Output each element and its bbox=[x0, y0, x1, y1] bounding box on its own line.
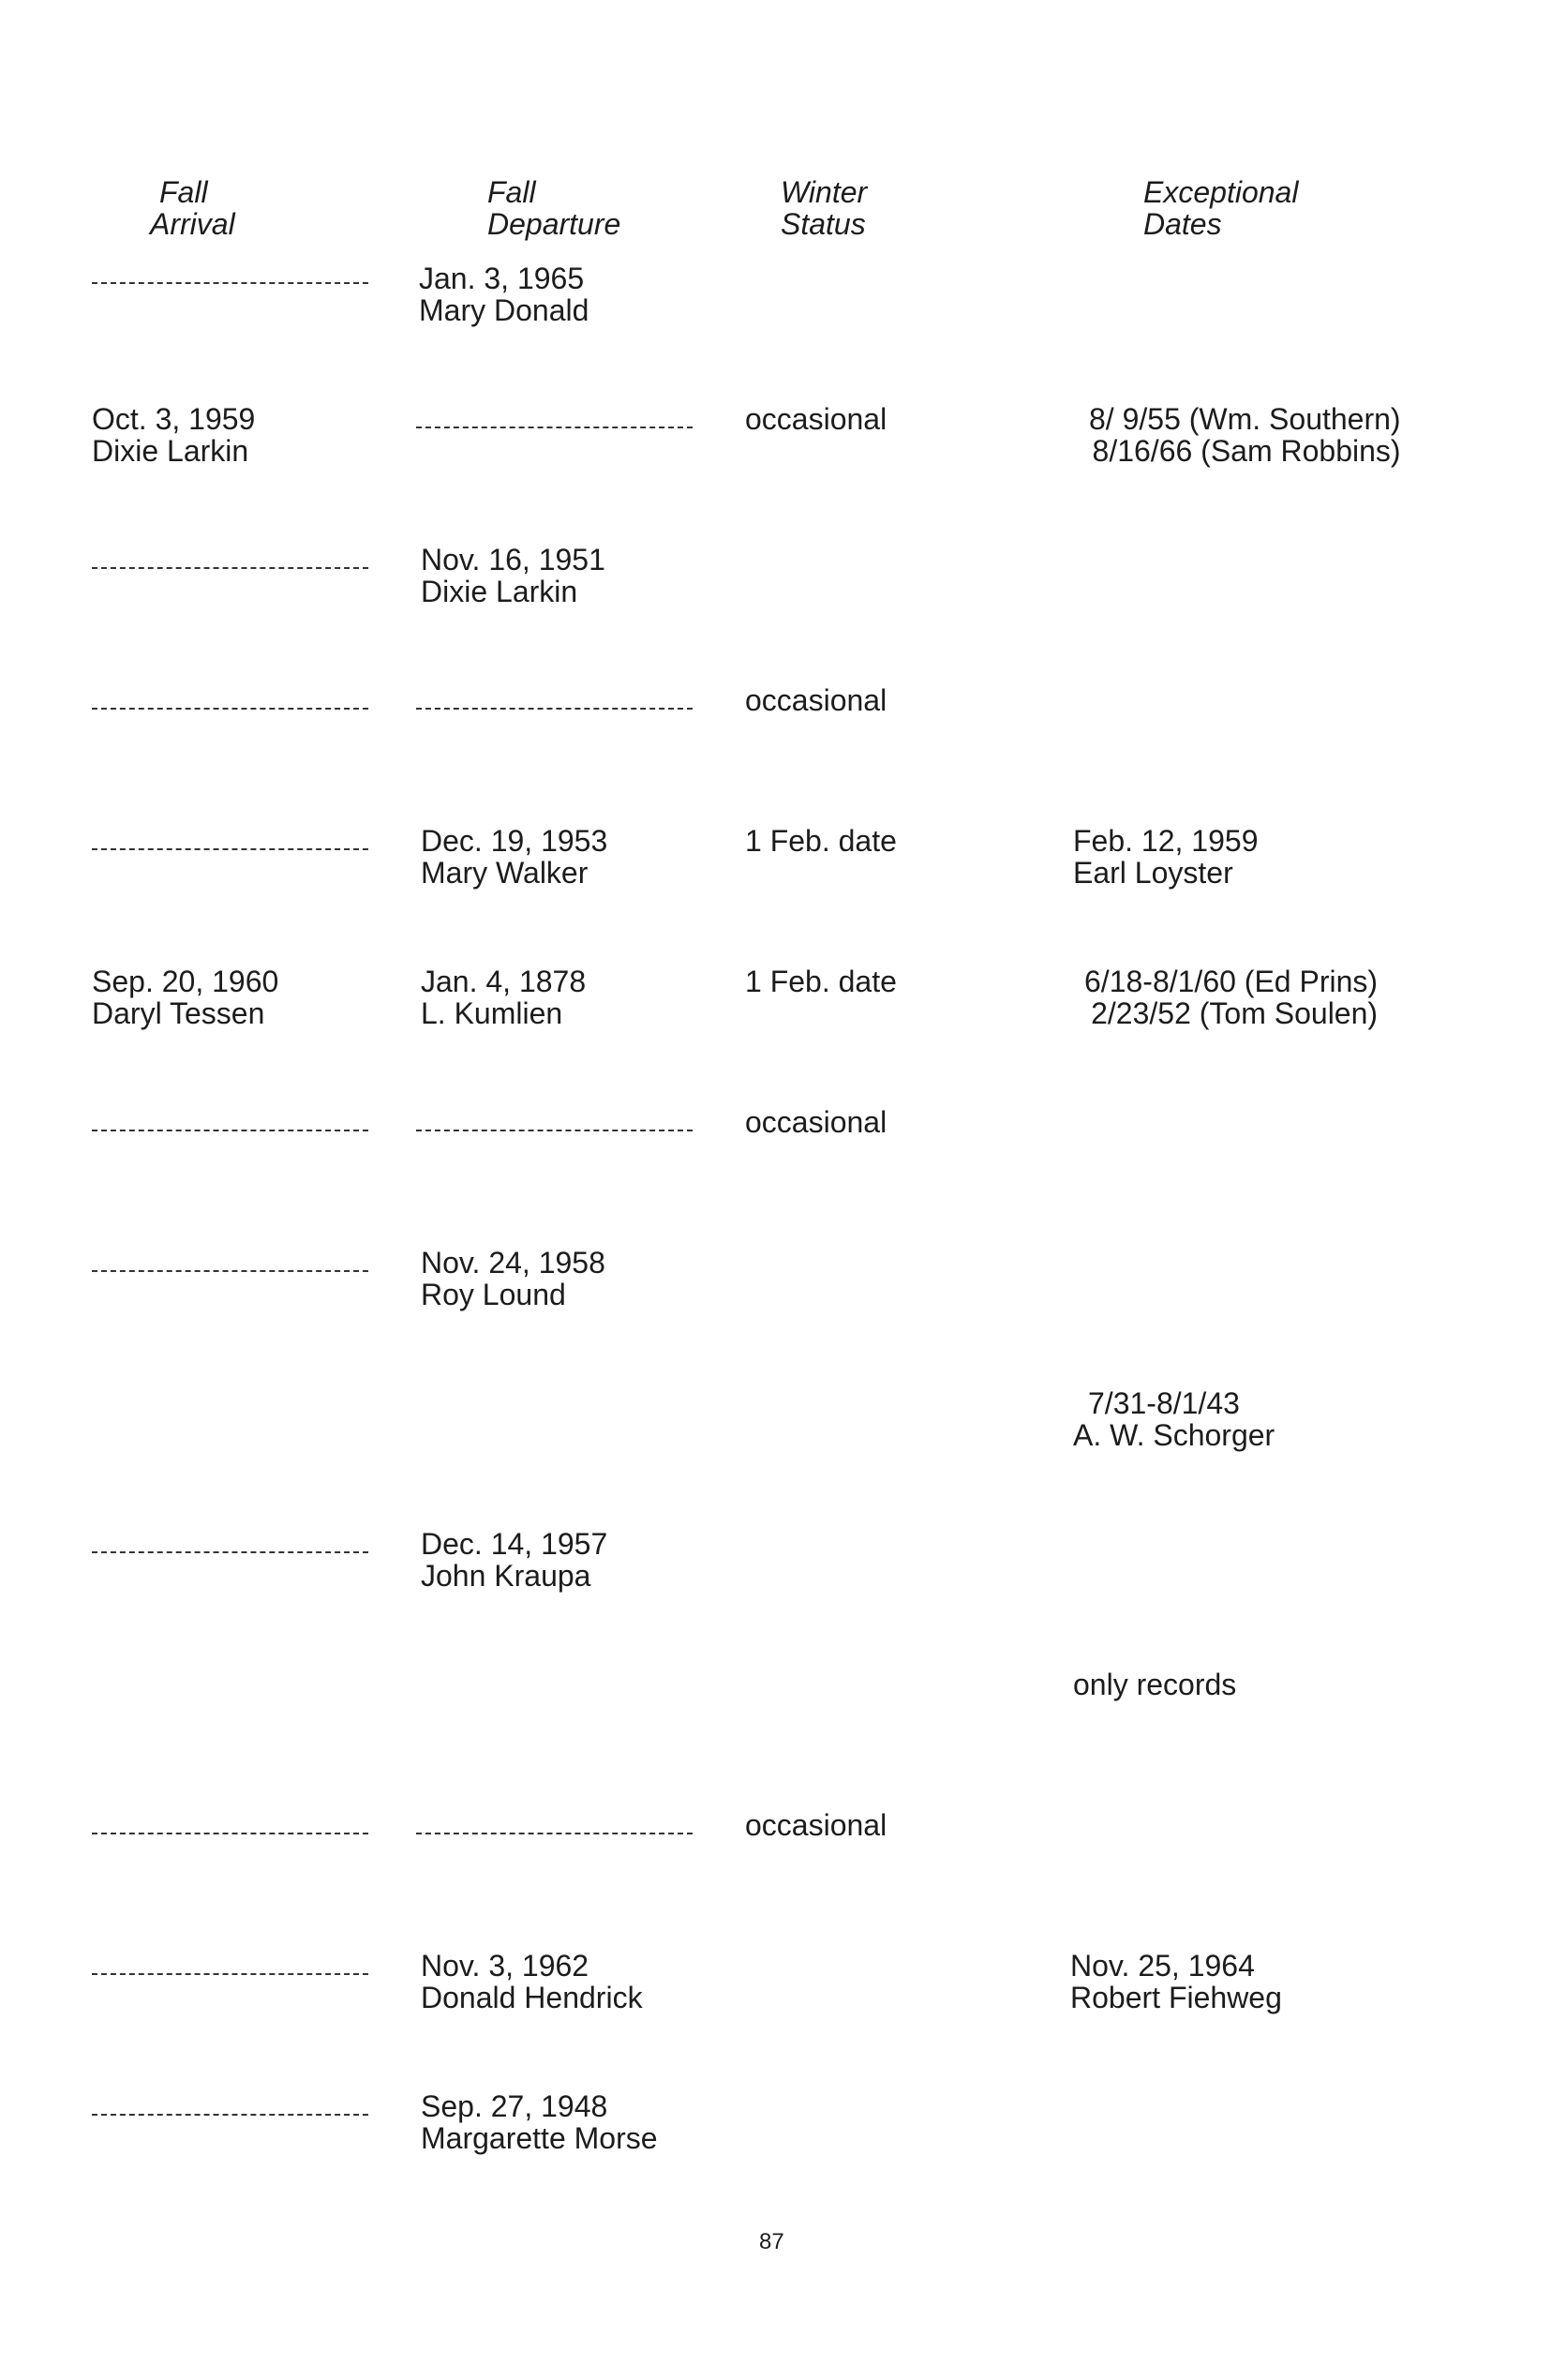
page-number: 87 bbox=[759, 2229, 784, 2254]
empty-departure-dash bbox=[416, 708, 693, 710]
header-winter-status: Winter Status bbox=[781, 175, 868, 241]
row-departure: Nov. 3, 1962 Donald Hendrick bbox=[421, 1949, 643, 2014]
empty-departure-dash bbox=[416, 1130, 693, 1131]
row-exceptional: 6/18-8/1/60 (Ed Prins) 2/23/52 (Tom Soulen) bbox=[1084, 965, 1379, 1030]
empty-arrival-dash bbox=[92, 1551, 368, 1553]
row-departure: Nov. 24, 1958 Roy Lound bbox=[421, 1246, 605, 1311]
row-departure: Dec. 14, 1957 John Kraupa bbox=[421, 1527, 608, 1593]
empty-arrival-dash bbox=[92, 1973, 368, 1975]
empty-arrival-dash bbox=[92, 1130, 368, 1131]
empty-departure-dash bbox=[416, 1833, 693, 1834]
empty-arrival-dash bbox=[92, 567, 368, 569]
header-exceptional-dates: Exceptional Dates bbox=[1143, 175, 1299, 241]
empty-arrival-dash bbox=[92, 1833, 368, 1834]
header-fall-departure: Fall Departure bbox=[487, 175, 621, 241]
row-exceptional: only records bbox=[1073, 1668, 1237, 1701]
row-winter-status: occasional bbox=[745, 683, 887, 717]
empty-departure-dash bbox=[416, 427, 693, 428]
row-winter-status: occasional bbox=[745, 1808, 887, 1842]
row-winter-status: 1 Feb. date bbox=[745, 824, 897, 858]
row-arrival: Sep. 20, 1960 Daryl Tessen bbox=[92, 965, 279, 1030]
row-departure: Dec. 19, 1953 Mary Walker bbox=[421, 824, 608, 890]
row-departure: Jan. 4, 1878 L. Kumlien bbox=[421, 965, 587, 1030]
row-winter-status: occasional bbox=[745, 402, 887, 436]
row-arrival: Oct. 3, 1959 Dixie Larkin bbox=[92, 402, 256, 468]
row-departure: Sep. 27, 1948 Margarette Morse bbox=[421, 2089, 658, 2155]
row-exceptional: Feb. 12, 1959 Earl Loyster bbox=[1073, 824, 1259, 890]
row-departure: Nov. 16, 1951 Dixie Larkin bbox=[421, 543, 605, 608]
empty-arrival-dash bbox=[92, 708, 368, 710]
row-exceptional: Nov. 25, 1964 Robert Fiehweg bbox=[1070, 1949, 1282, 2014]
empty-arrival-dash bbox=[92, 2114, 368, 2116]
row-winter-status: 1 Feb. date bbox=[745, 965, 897, 998]
empty-arrival-dash bbox=[92, 282, 368, 284]
row-winter-status: occasional bbox=[745, 1105, 887, 1139]
row-exceptional: 7/31-8/1/43 A. W. Schorger bbox=[1073, 1386, 1275, 1452]
empty-arrival-dash bbox=[92, 848, 368, 850]
row-departure: Jan. 3, 1965 Mary Donald bbox=[419, 262, 589, 327]
empty-arrival-dash bbox=[92, 1270, 368, 1272]
header-fall-arrival: Fall Arrival bbox=[150, 175, 235, 241]
row-exceptional: 8/ 9/55 (Wm. Southern) 8/16/66 (Sam Robbins) bbox=[1089, 402, 1401, 468]
